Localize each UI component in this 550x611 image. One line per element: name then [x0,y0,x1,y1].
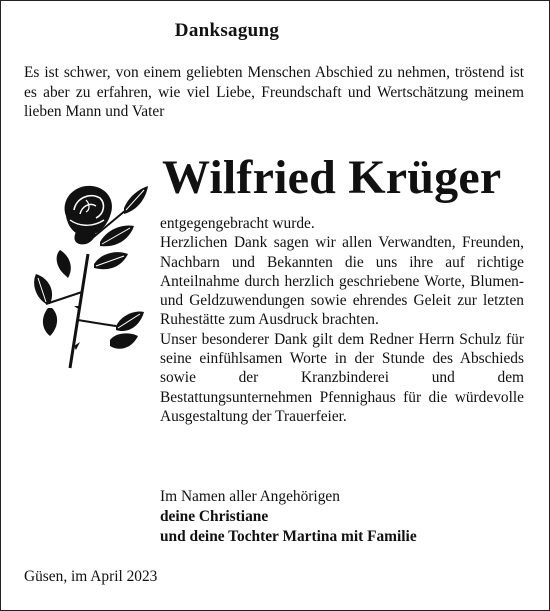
closing-block [160,487,520,547]
rose-icon [30,180,150,370]
body-paragraph-1: entgegengebracht wurde. [160,215,315,232]
signer-wife: deine Christiane [160,508,269,525]
deceased-name: Wilfried Krüger [162,151,502,204]
body-paragraph-2: Herzlichen Dank sagen wir allen Verwandten, Freunden, Nachbarn und Bekannten die uns ihre auf richtige Anteilnahme durch herzlich geschriebene Worte, Blumen- und Geldzuwendungen sowie ehrendes Geleit zur letzten Ruhestätte zum Ausdruck brachten. [160,234,524,329]
body-text [160,214,524,426]
intro-text: Es ist schwer, von einem geliebten Menschen Abschied zu nehmen, tröstend ist es aber zu erfahren, wie viel Liebe, Freundschaft und Wertschätzung meinem lieben Mann und Vater [24,64,524,120]
signer-daughter: und deine Tochter Martina mit Familie [160,528,417,545]
place-date: Güsen, im April 2023 [24,568,158,585]
notice-heading: Danksagung [174,20,280,41]
closing-line: Im Namen aller Angehörigen [160,488,340,505]
body-paragraph-3: Unser besonderer Dank gilt dem Redner Herrn Schulz für seine einfühlsamen Worte in der Stunde des Abschieds sowie der Kranzbinderei und dem Bestattungsunternehmen Pfennighaus für die würdevolle Ausgestaltung der Trauerfeier. [160,330,524,425]
